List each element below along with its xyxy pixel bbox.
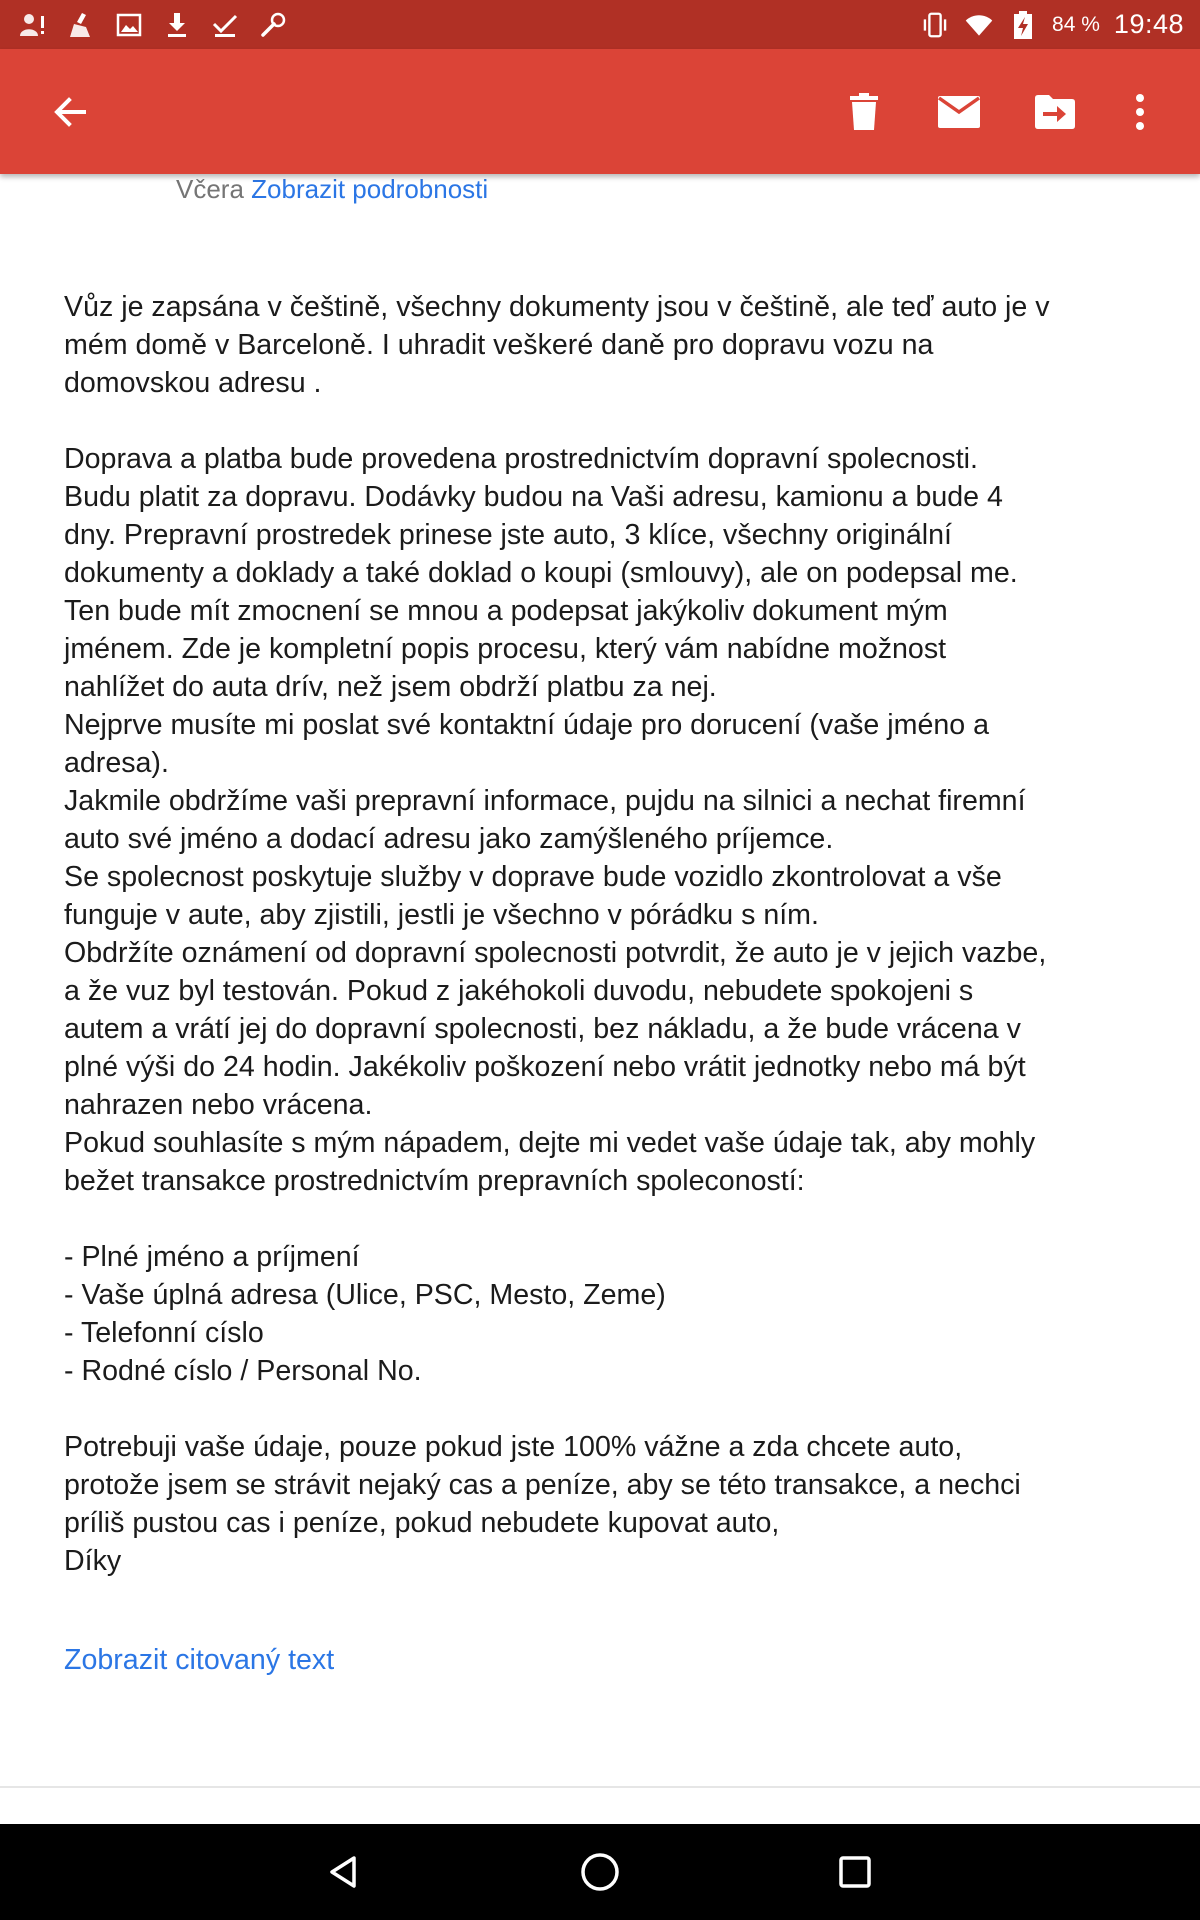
email-body-line: nahlížet do auta drív, než jsem obdrží platbu za nej.	[64, 671, 717, 703]
blank-line	[64, 402, 1144, 440]
more-options-button[interactable]	[1100, 49, 1180, 174]
email-body-line: Jakmile obdržíme vaši prepravní informace, pujdu na silnici a nechat firemní	[64, 785, 1026, 817]
wifi-icon	[964, 10, 994, 40]
email-body-line: - Rodné císlo / Personal No.	[64, 1355, 422, 1387]
mark-unread-icon	[937, 95, 981, 129]
email-body-line: protože jsem se strávit nejaký cas a peníze, aby se této transakce, a nechci	[64, 1469, 1021, 1501]
email-meta	[176, 174, 488, 205]
email-body-line: bežet transakce prostrednictvím prepravních spolecoností:	[64, 1165, 805, 1197]
cleaner-icon	[66, 10, 96, 40]
vibrate-icon	[920, 10, 950, 40]
email-body-line: nahrazen nebo vrácena.	[64, 1089, 373, 1121]
email-body-line: Nejprve musíte mi poslat své kontaktní údaje pro dorucení (vaše jméno a	[64, 709, 989, 741]
email-body-line: Doprava a platba bude provedena prostrednictvím dopravní spolecnosti.	[64, 443, 978, 475]
status-bar-system	[920, 0, 1184, 49]
back-button[interactable]	[30, 49, 110, 174]
mark-unread-button[interactable]	[919, 49, 999, 174]
email-body-line: Se spolecnost poskytuje služby v doprave bude vozidlo zkontrolovat a vše	[64, 861, 1002, 893]
email-body-line: - Plné jméno a príjmení	[64, 1241, 360, 1273]
nav-back-icon	[324, 1852, 364, 1892]
nav-recents-button[interactable]	[805, 1824, 905, 1920]
battery-charging-icon	[1008, 10, 1038, 40]
email-body-line: - Vaše úplná adresa (Ulice, PSC, Mesto, Zeme)	[64, 1279, 666, 1311]
nav-home-icon	[579, 1851, 621, 1893]
image-icon	[114, 10, 144, 40]
nav-recents-icon	[837, 1854, 873, 1890]
email-body-line: Obdržíte oznámení od dopravní spolecnosti potvrdit, že auto je v jejich vazbe,	[64, 937, 1047, 969]
nav-back-button[interactable]	[294, 1824, 394, 1920]
blank-line	[64, 1390, 1144, 1428]
email-body-line: príliš pustou cas i peníze, pokud nebudete kupovat auto,	[64, 1507, 780, 1539]
move-to-icon	[1033, 93, 1077, 131]
email-body-line: plné výši do 24 hodin. Jakékoliv poškození nebo vrátit jednotky nebo má být	[64, 1051, 1026, 1083]
app-bar	[0, 49, 1200, 174]
email-body-line: domovskou adresu .	[64, 367, 322, 399]
more-vert-icon	[1134, 93, 1146, 131]
email-body-line: Budu platit za dopravu. Dodávky budou na Vaši adresu, kamionu a bude 4	[64, 481, 1003, 513]
email-body-line: mém domě v Barceloně. I uhradit veškeré daně pro dopravu vozu na	[64, 329, 934, 361]
wrench-icon	[258, 10, 288, 40]
divider	[0, 1786, 1200, 1788]
email-body	[64, 288, 1144, 1580]
email-date: Včera	[176, 174, 244, 204]
show-quoted-text-link[interactable]: Zobrazit citovaný text	[64, 1644, 335, 1676]
move-to-button[interactable]	[1015, 49, 1095, 174]
email-body-line: Díky	[64, 1545, 122, 1577]
delete-button[interactable]	[824, 49, 904, 174]
email-body-line: jménem. Zde je kompletní popis procesu, který vám nabídne možnost	[64, 633, 947, 665]
email-body-line: funguje v aute, aby zjistili, jestli je všechno v pórádku s ním.	[64, 899, 819, 931]
email-body-line: dny. Prepravní prostredek prinese jste auto, 3 klíce, všechny originální	[64, 519, 952, 551]
email-body-line: dokumenty a doklady a také doklad o koupi (smlouvy), ale on podepsal me.	[64, 557, 1018, 589]
battery-percent: 84 %	[1052, 12, 1100, 36]
email-body-line: a že vuz byl testován. Pokud z jakéhokoli duvodu, nebudete spokojeni s	[64, 975, 974, 1007]
account-alert-icon	[18, 10, 48, 40]
status-bar	[0, 0, 1200, 49]
email-body-line: - Telefonní císlo	[64, 1317, 264, 1349]
email-body-line: adresa).	[64, 747, 169, 779]
blank-line	[64, 1200, 1144, 1238]
email-body-line: Ten bude mít zmocnení se mnou a podepsat jakýkoliv dokument mým	[64, 595, 948, 627]
back-arrow-icon	[50, 92, 90, 132]
email-body-line: Vůz je zapsána v češtině, všechny dokumenty jsou v češtině, ale teď auto je v	[64, 291, 1050, 323]
email-body-line: autem a vrátí jej do dopravní spolecnosti, bez nákladu, a že bude vrácena v	[64, 1013, 1021, 1045]
status-bar-notifications	[18, 0, 288, 49]
delete-icon	[846, 92, 882, 132]
navigation-bar	[0, 1824, 1200, 1920]
clock: 19:48	[1113, 9, 1184, 39]
done-all-icon	[210, 10, 240, 40]
download-icon	[162, 10, 192, 40]
show-details-link[interactable]: Zobrazit podrobnosti	[251, 174, 489, 204]
email-body-line: Potrebuji vaše údaje, pouze pokud jste 100% vážne a zda chcete auto,	[64, 1431, 963, 1463]
email-body-line: auto své jméno a dodací adresu jako zamýšleného príjemce.	[64, 823, 834, 855]
nav-home-button[interactable]	[550, 1824, 650, 1920]
email-body-line: Pokud souhlasíte s mým nápadem, dejte mi vedet vaše údaje tak, aby mohly	[64, 1127, 1036, 1159]
